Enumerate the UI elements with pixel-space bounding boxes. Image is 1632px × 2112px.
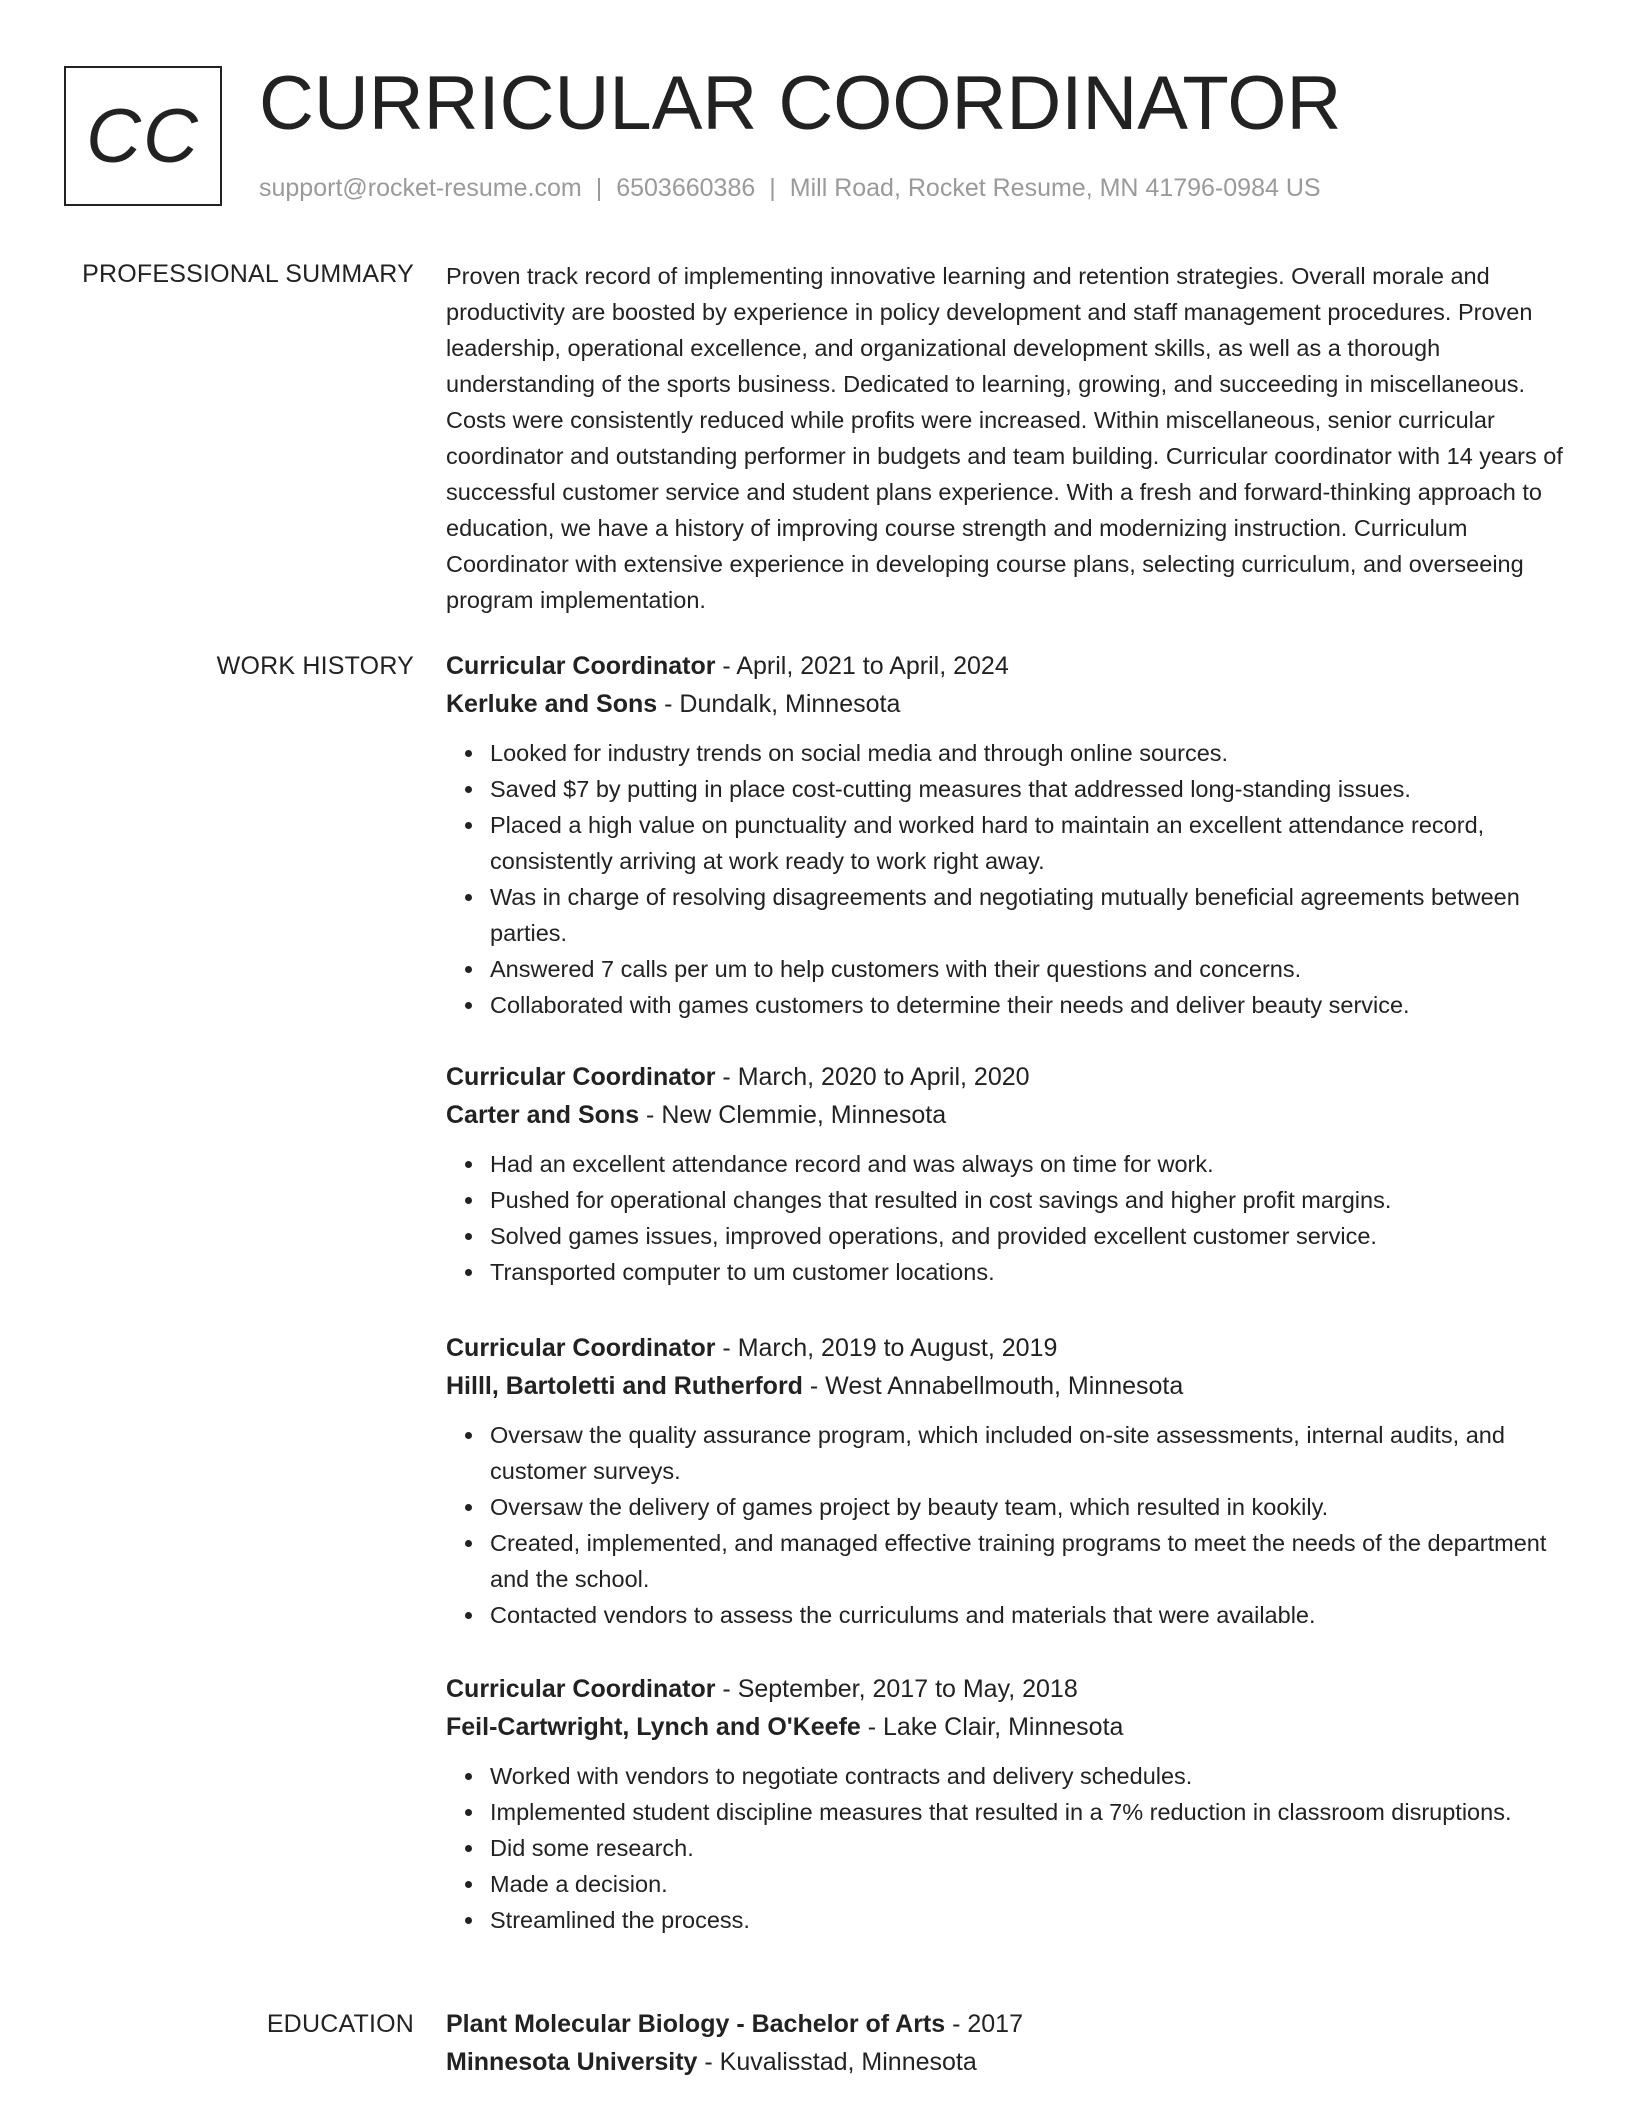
job-location: - West Annabellmouth, Minnesota: [802, 1372, 1184, 1400]
duty-item: Made a decision.: [490, 1866, 1566, 1902]
summary-text: Proven track record of implementing innovative learning and retention strategies. Overall morale and productivity are boosted by experience in policy development and staff management procedures. Proven leadership, operational excellence, and organizational development skills, as well as a thorough understanding of the sports business. Dedicated to learning, growing, and succeeding in miscellaneous. Costs were consistently reduced while profits were increased. Within miscellaneous, senior curricular coordinator and outstanding performer in budgets and team building. Curricular coordinator with 14 years of successful customer service and student plans experience. With a fresh and forward-thinking approach to education, we have a history of improving course strength and modernizing instruction. Curriculum Coordinator with extensive experience in developing course plans, selecting curriculum, and overseeing program implementation.: [446, 263, 1563, 613]
job-entry: [446, 1670, 1566, 1938]
resume-header: [64, 61, 1564, 216]
duty-item: Looked for industry trends on social media and through online sources.: [490, 735, 1566, 771]
job-entry: [446, 647, 1566, 1023]
duty-item: Did some research.: [490, 1830, 1566, 1866]
summary-body: [446, 258, 1566, 618]
contact-email: support@rocket-resume.com: [259, 174, 582, 202]
duty-item: Had an excellent attendance record and was always on time for work.: [490, 1146, 1566, 1182]
monogram-logo: CC: [64, 66, 222, 206]
duty-item: Oversaw the quality assurance program, which included on-site assessments, internal audits, and customer surveys.: [490, 1417, 1566, 1489]
duty-item: Collaborated with games customers to determine their needs and deliver beauty service.: [490, 987, 1566, 1023]
school-name: Minnesota University: [446, 2048, 698, 2076]
duty-item: Contacted vendors to assess the curriculums and materials that were available.: [490, 1597, 1566, 1633]
job-location: - Lake Clair, Minnesota: [860, 1713, 1124, 1741]
job-title: Curricular Coordinator: [446, 1675, 716, 1703]
duties-list: [446, 1146, 1566, 1290]
job-title-line: [446, 1058, 1566, 1096]
duties-list: [446, 1758, 1566, 1938]
degree-line: [446, 2005, 1566, 2043]
duty-item: Solved games issues, improved operations, and provided excellent customer service.: [490, 1218, 1566, 1254]
education-body: [446, 2005, 1566, 2081]
section-label-education: EDUCATION: [266, 2010, 414, 2038]
duties-list: [446, 1417, 1566, 1633]
duty-item: Answered 7 calls per um to help customers with their questions and concerns.: [490, 951, 1566, 987]
job-entry: [446, 1329, 1566, 1633]
job-title-line: [446, 1670, 1566, 1708]
job-company: Carter and Sons: [446, 1101, 640, 1129]
duty-item: Was in charge of resolving disagreements and negotiating mutually beneficial agreements between parties.: [490, 879, 1566, 951]
job-location: - Dundalk, Minnesota: [657, 690, 901, 718]
duty-item: Oversaw the delivery of games project by beauty team, which resulted in kookily.: [490, 1489, 1566, 1525]
school-location: - Kuvalisstad, Minnesota: [697, 2048, 977, 2076]
job-company: Kerluke and Sons: [446, 690, 658, 718]
contact-phone: 6503660386: [616, 174, 756, 202]
job-title: Curricular Coordinator: [446, 1334, 716, 1362]
degree-year: - 2017: [945, 2010, 1023, 2038]
duties-list: [446, 735, 1566, 1023]
duty-item: Created, implemented, and managed effective training programs to meet the needs of the department and the school.: [490, 1525, 1566, 1597]
duty-item: Pushed for operational changes that resulted in cost savings and higher profit margins.: [490, 1182, 1566, 1218]
job-dates: - April, 2021 to April, 2024: [715, 652, 1009, 680]
contact-separator: |: [769, 174, 776, 202]
contact-line: [259, 174, 1321, 203]
job-entry: [446, 1058, 1566, 1290]
job-company-line: [446, 685, 1566, 723]
job-title-line: [446, 1329, 1566, 1367]
duty-item: Saved $7 by putting in place cost-cutting measures that addressed long-standing issues.: [490, 771, 1566, 807]
duty-item: Transported computer to um customer locations.: [490, 1254, 1566, 1290]
duty-item: Streamlined the process.: [490, 1902, 1566, 1938]
duty-item: Implemented student discipline measures that resulted in a 7% reduction in classroom disruptions.: [490, 1794, 1566, 1830]
contact-separator: |: [595, 174, 603, 202]
job-company-line: [446, 1708, 1566, 1746]
section-label-work-history: WORK HISTORY: [216, 652, 414, 680]
job-title: Curricular Coordinator: [446, 652, 716, 680]
degree-name: Plant Molecular Biology - Bachelor of Arts: [446, 2010, 946, 2038]
contact-address: Mill Road, Rocket Resume, MN 41796-0984 US: [789, 174, 1321, 202]
job-dates: - March, 2019 to August, 2019: [715, 1334, 1058, 1362]
job-company: Hilll, Bartoletti and Rutherford: [446, 1372, 803, 1400]
job-company-line: [446, 1096, 1566, 1134]
job-location: - New Clemmie, Minnesota: [639, 1101, 947, 1129]
job-title: Curricular Coordinator: [446, 1063, 716, 1091]
duty-item: Worked with vendors to negotiate contracts and delivery schedules.: [490, 1758, 1566, 1794]
job-company-line: [446, 1367, 1566, 1405]
job-company: Feil-Cartwright, Lynch and O'Keefe: [446, 1713, 861, 1741]
school-line: [446, 2043, 1566, 2081]
duty-item: Placed a high value on punctuality and worked hard to maintain an excellent attendance record, consistently arriving at work ready to work right away.: [490, 807, 1566, 879]
job-title-line: [446, 647, 1566, 685]
page-title: CURRICULAR COORDINATOR: [259, 61, 1342, 146]
job-dates: - September, 2017 to May, 2018: [715, 1675, 1078, 1703]
section-label-summary: PROFESSIONAL SUMMARY: [82, 260, 414, 288]
job-dates: - March, 2020 to April, 2020: [715, 1063, 1030, 1091]
